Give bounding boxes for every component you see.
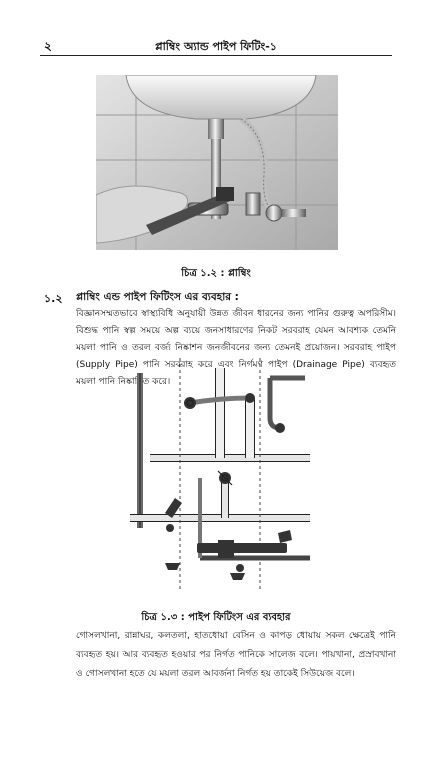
section-heading: প্লাম্বিং এন্ড পাইপ ফিটিংস এর ব্যবহার :	[76, 291, 239, 303]
running-title: প্লাম্বিং অ্যান্ড পাইপ ফিটিং-১	[155, 40, 277, 53]
pipe-fittings-diagram	[130, 358, 310, 590]
plumbing-photo-illustration	[96, 75, 338, 250]
page-number: ২	[44, 39, 52, 53]
section-number: ১.২	[44, 292, 63, 305]
section-paragraph: বিজ্ঞানসম্মতভাবে স্বাস্থ্যবিধি অনুযায়ী উন্নত জীবন ধারনের জন্য পানির গুরুত্ব অপরিসীম। বিশুদ্ধ পানি স্বল্প সময়ে অল্প ব্যয়ে জনসাধারণের নিকট সরবরাহ যেমন আবশ্যক তেমনি ময়লা পানি ও তরল বর্জ্য নিষ্কাশন জনজীবনের জন্য তেমনই প্রয়োজন। সরবরাহ পাইপ (Supply Pipe) পানি সরবরাহ করে এবং নির্গমণ পাইপ (Drainage Pipe) ব্যবহৃত ময়লা পানি নিষ্কাশিত করে।	[76, 309, 396, 387]
pipe-fittings-illustration	[130, 358, 310, 590]
plumbing-photo	[96, 75, 338, 250]
figure-2-caption: চিত্র ১.৩ : পাইপ ফিটিংস এর ব্যবহার	[141, 612, 291, 623]
figure-1-caption: চিত্র ১.২ : প্লাম্বিং	[181, 268, 251, 279]
closing-paragraph: গোসলখানা, রান্নাঘর, কলতলা, হাতধোয়া বেসিন ও কাপড় ধোয়ায় সকল ক্ষেত্রেই পানি ব্যবহৃত হয়। আর ব্যবহৃত হওয়ার পর নির্গত পানিকে সালেজ বলে। পায়খানা, প্রস্রাবখানা ও গোসলখানা হতে যে ময়লা তরল আবর্জনা নির্গত হয় তাকেই সিউয়েজ বলে।	[76, 631, 396, 679]
header-rule	[40, 55, 392, 56]
